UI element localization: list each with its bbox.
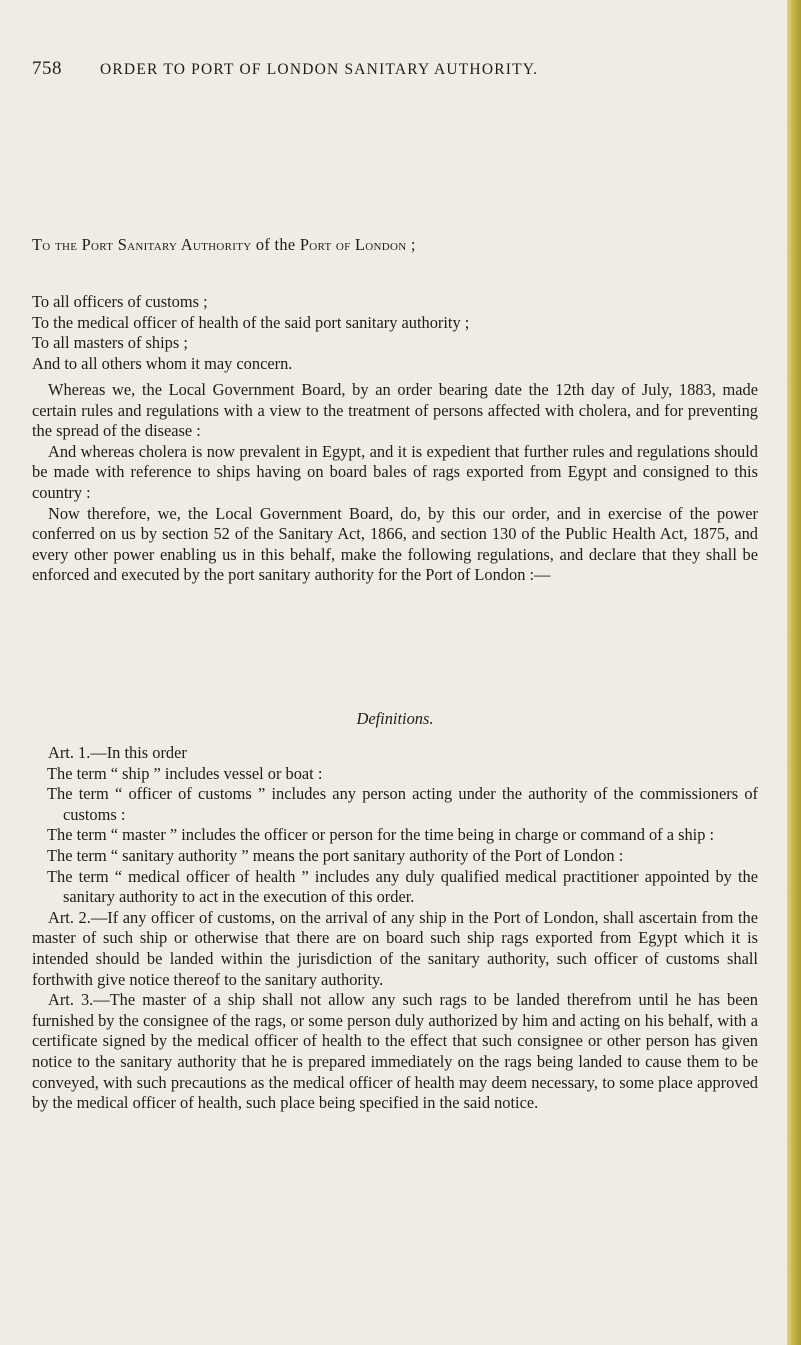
preamble-paragraph: Whereas we, the Local Government Board, by an order bearing date the 12th day of July, 1883, made certain rules and regulations with a view to the treatment of persons affected with cholera, and for preventing the spread of the disease : [32, 380, 758, 441]
addressee-to: To the [32, 235, 82, 254]
recipient-line: And to all others whom it may concern. [32, 353, 293, 373]
addressee-port: Port of London [299, 235, 407, 254]
definition-item: The term “ medical officer of health ” includes any duly qualified medical practitioner appointed by the sanitary authority to act in the execution of this order. [47, 866, 758, 907]
addressee-line [32, 235, 758, 256]
articles-section [32, 743, 758, 1114]
preamble [32, 380, 758, 586]
preamble-paragraph: And whereas cholera is now prevalent in Egypt, and it is expedient that further rules and regulations should be made with reference to ships having on board bales of rags exported from Egypt and consigned to this country : [32, 441, 758, 502]
article-paragraph: Art. 3.—The master of a ship shall not allow any such rags to be landed therefrom until he has been furnished by the consignee of the rags, or some person duly authorized by him and acting on his behalf, with a certificate signed by the medical officer of health to the effect that such consignee or other person has given notice to the sanitary authority that he is prepared immediately on the rags being landed to cause them to be conveyed, with such precautions as the medical officer of health may deem necessary, to some place approved by the medical officer of health, such place being specified in the said notice. [32, 990, 758, 1113]
addressee-of-the: of the [251, 235, 300, 254]
recipient-line: To all masters of ships ; [32, 333, 188, 353]
article-paragraph: Art. 2.—If any officer of customs, on the arrival of any ship in the Port of London, shall ascertain from the master of such ship or otherwise that there are on board such ship rags exported from Egypt which it is intended should be landed within the jurisdiction of the sanitary authority, such officer of customs shall forthwith give notice thereof to the sanitary authority. [32, 907, 758, 989]
article-1-intro: Art. 1.—In this order [48, 743, 187, 762]
definition-item: The term “ sanitary authority ” means the port sanitary authority of the Port of London : [47, 845, 624, 865]
page-edge [787, 0, 801, 1345]
definitions-heading: Definitions. [356, 709, 434, 728]
recipient-line: To the medical officer of health of the said port sanitary authority ; [32, 312, 470, 332]
preamble-paragraph: Now therefore, we, the Local Government Board, do, by this our order, and in exercise of the power conferred on us by section 52 of the Sanitary Act, 1866, and section 130 of the Public Health Act, 1875, and every other power enabling us in this behalf, make the following regulations, and declare that they shall be enforced and executed by the port sanitary authority for the Port of London :— [32, 503, 758, 585]
running-title: ORDER TO PORT OF LONDON SANITARY AUTHORITY. [100, 61, 539, 78]
recipient-list [32, 292, 758, 374]
definition-item: The term “ master ” includes the officer or person for the time being in charge or command of a ship : [47, 825, 715, 845]
running-head [32, 58, 732, 80]
definition-item: The term “ officer of customs ” includes any person acting under the authority of the commissioners of customs : [47, 784, 758, 824]
definition-item: The term “ ship ” includes vessel or boat : [47, 763, 323, 783]
recipient-line: To all officers of customs ; [32, 292, 208, 311]
addressee-authority: Port Sanitary Authority [81, 235, 252, 254]
addressee-tail: ; [406, 235, 416, 254]
page-number: 758 [32, 58, 62, 79]
